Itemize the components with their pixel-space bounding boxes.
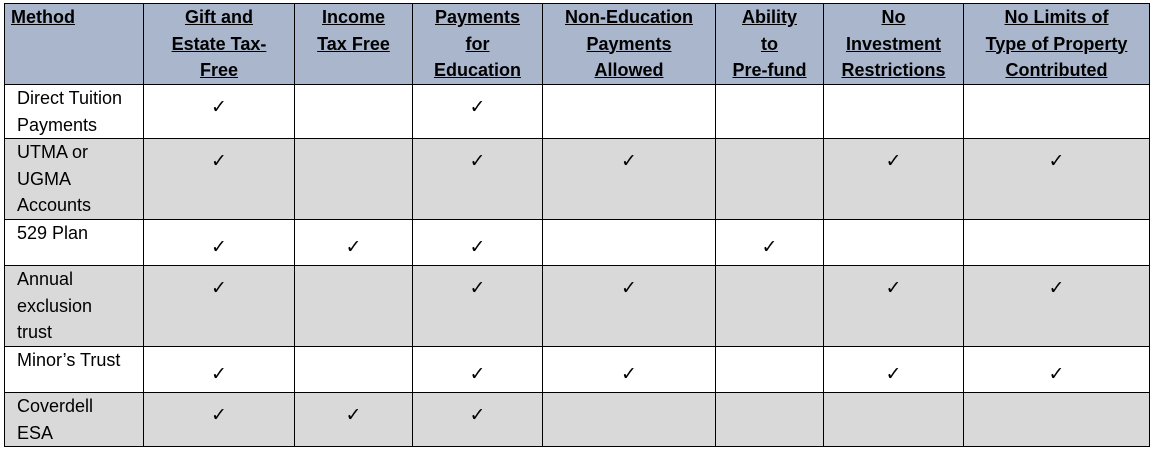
- table-cell: [824, 139, 964, 220]
- table-cell: [543, 393, 716, 447]
- table-cell: [295, 139, 413, 220]
- checkmark-icon: ✓: [1048, 277, 1065, 299]
- table-cell: [144, 393, 295, 447]
- checkmark-icon: ✓: [885, 150, 902, 172]
- table-cell: [144, 85, 295, 139]
- checkmark-icon: ✓: [1048, 363, 1065, 385]
- checkmark-icon: ✓: [469, 363, 486, 385]
- checkmark-icon: ✓: [885, 277, 902, 299]
- table-row: [5, 266, 1150, 347]
- col-header-ability-to-prefund: [716, 4, 824, 85]
- table-cell: [543, 347, 716, 393]
- checkmark-icon: ✓: [1048, 150, 1065, 172]
- table-cell: [716, 266, 824, 347]
- table-cell: [824, 393, 964, 447]
- checkmark-icon: ✓: [211, 277, 227, 299]
- table-cell: [543, 139, 716, 220]
- checkmark-icon: ✓: [211, 236, 227, 258]
- table-cell: [964, 347, 1150, 393]
- table-body: [5, 85, 1150, 447]
- table-cell: [964, 393, 1150, 447]
- table-cell: [295, 220, 413, 266]
- header-label: Method: [11, 7, 75, 27]
- table-cell: [295, 393, 413, 447]
- header-label: Non-Education Payments Allowed: [565, 7, 693, 80]
- table-cell: [413, 220, 543, 266]
- table-cell: [295, 347, 413, 393]
- checkmark-icon: ✓: [211, 363, 227, 385]
- table-row: [5, 347, 1150, 393]
- table-cell: [413, 393, 543, 447]
- method-cell: [5, 347, 144, 393]
- method-cell: [5, 220, 144, 266]
- table-cell: [144, 139, 295, 220]
- method-cell: [5, 266, 144, 347]
- table-cell: [413, 347, 543, 393]
- header-label: Ability to Pre-fund: [732, 7, 807, 80]
- table-cell: [413, 85, 543, 139]
- table-cell: [543, 220, 716, 266]
- col-header-income-tax-free: [295, 4, 413, 85]
- col-header-gift-estate-tax-free: [144, 4, 295, 85]
- checkmark-icon: ✓: [345, 404, 362, 426]
- header-label: Payments for Education: [433, 7, 521, 80]
- header-label: Gift and Estate Tax- Free: [171, 7, 267, 80]
- comparison-table: [4, 3, 1150, 447]
- method-label: Direct Tuition Payments: [17, 88, 123, 135]
- table-cell: [716, 139, 824, 220]
- checkmark-icon: ✓: [621, 363, 637, 385]
- table-cell: [295, 85, 413, 139]
- table-cell: [543, 266, 716, 347]
- table-cell: [413, 266, 543, 347]
- table-cell: [824, 347, 964, 393]
- header-label: Income Tax Free: [317, 7, 390, 54]
- method-cell: [5, 139, 144, 220]
- table-cell: [144, 266, 295, 347]
- table-cell: [144, 220, 295, 266]
- table-row: [5, 220, 1150, 266]
- checkmark-icon: ✓: [211, 150, 227, 172]
- table-row: [5, 393, 1150, 447]
- checkmark-icon: ✓: [469, 404, 486, 426]
- checkmark-icon: ✓: [469, 277, 486, 299]
- table-cell: [964, 266, 1150, 347]
- checkmark-icon: ✓: [885, 363, 902, 385]
- method-label: Minor’s Trust: [17, 350, 121, 370]
- col-header-non-education-payments: [543, 4, 716, 85]
- table-cell: [716, 85, 824, 139]
- col-header-payments-for-education: [413, 4, 543, 85]
- method-label: UTMA or UGMA Accounts: [17, 142, 92, 215]
- table-cell: [144, 347, 295, 393]
- table-cell: [716, 220, 824, 266]
- method-label: 529 Plan: [17, 223, 89, 243]
- method-cell: [5, 393, 144, 447]
- col-header-no-limits-property: [964, 4, 1150, 85]
- table-cell: [824, 85, 964, 139]
- checkmark-icon: ✓: [761, 236, 778, 258]
- table-cell: [964, 85, 1150, 139]
- table-cell: [543, 85, 716, 139]
- col-header-method: [5, 4, 144, 85]
- table-cell: [964, 220, 1150, 266]
- checkmark-icon: ✓: [345, 236, 362, 258]
- table-cell: [295, 266, 413, 347]
- col-header-no-investment-restrictions: [824, 4, 964, 85]
- checkmark-icon: ✓: [621, 277, 637, 299]
- table-cell: [716, 347, 824, 393]
- method-label: Coverdell ESA: [17, 396, 94, 443]
- table-cell: [824, 266, 964, 347]
- table-row: [5, 85, 1150, 139]
- table-cell: [716, 393, 824, 447]
- table-row: [5, 139, 1150, 220]
- checkmark-icon: ✓: [469, 236, 486, 258]
- checkmark-icon: ✓: [621, 150, 637, 172]
- checkmark-icon: ✓: [211, 96, 227, 118]
- header-row: [5, 4, 1150, 85]
- checkmark-icon: ✓: [211, 404, 227, 426]
- method-label: Annual exclusion trust: [17, 269, 93, 342]
- table-cell: [824, 220, 964, 266]
- table-cell: [964, 139, 1150, 220]
- checkmark-icon: ✓: [469, 150, 486, 172]
- header-label: No Investment Restrictions: [841, 7, 946, 80]
- header-label: No Limits of Type of Property Contributed: [985, 7, 1128, 80]
- checkmark-icon: ✓: [469, 96, 486, 118]
- table-cell: [413, 139, 543, 220]
- method-cell: [5, 85, 144, 139]
